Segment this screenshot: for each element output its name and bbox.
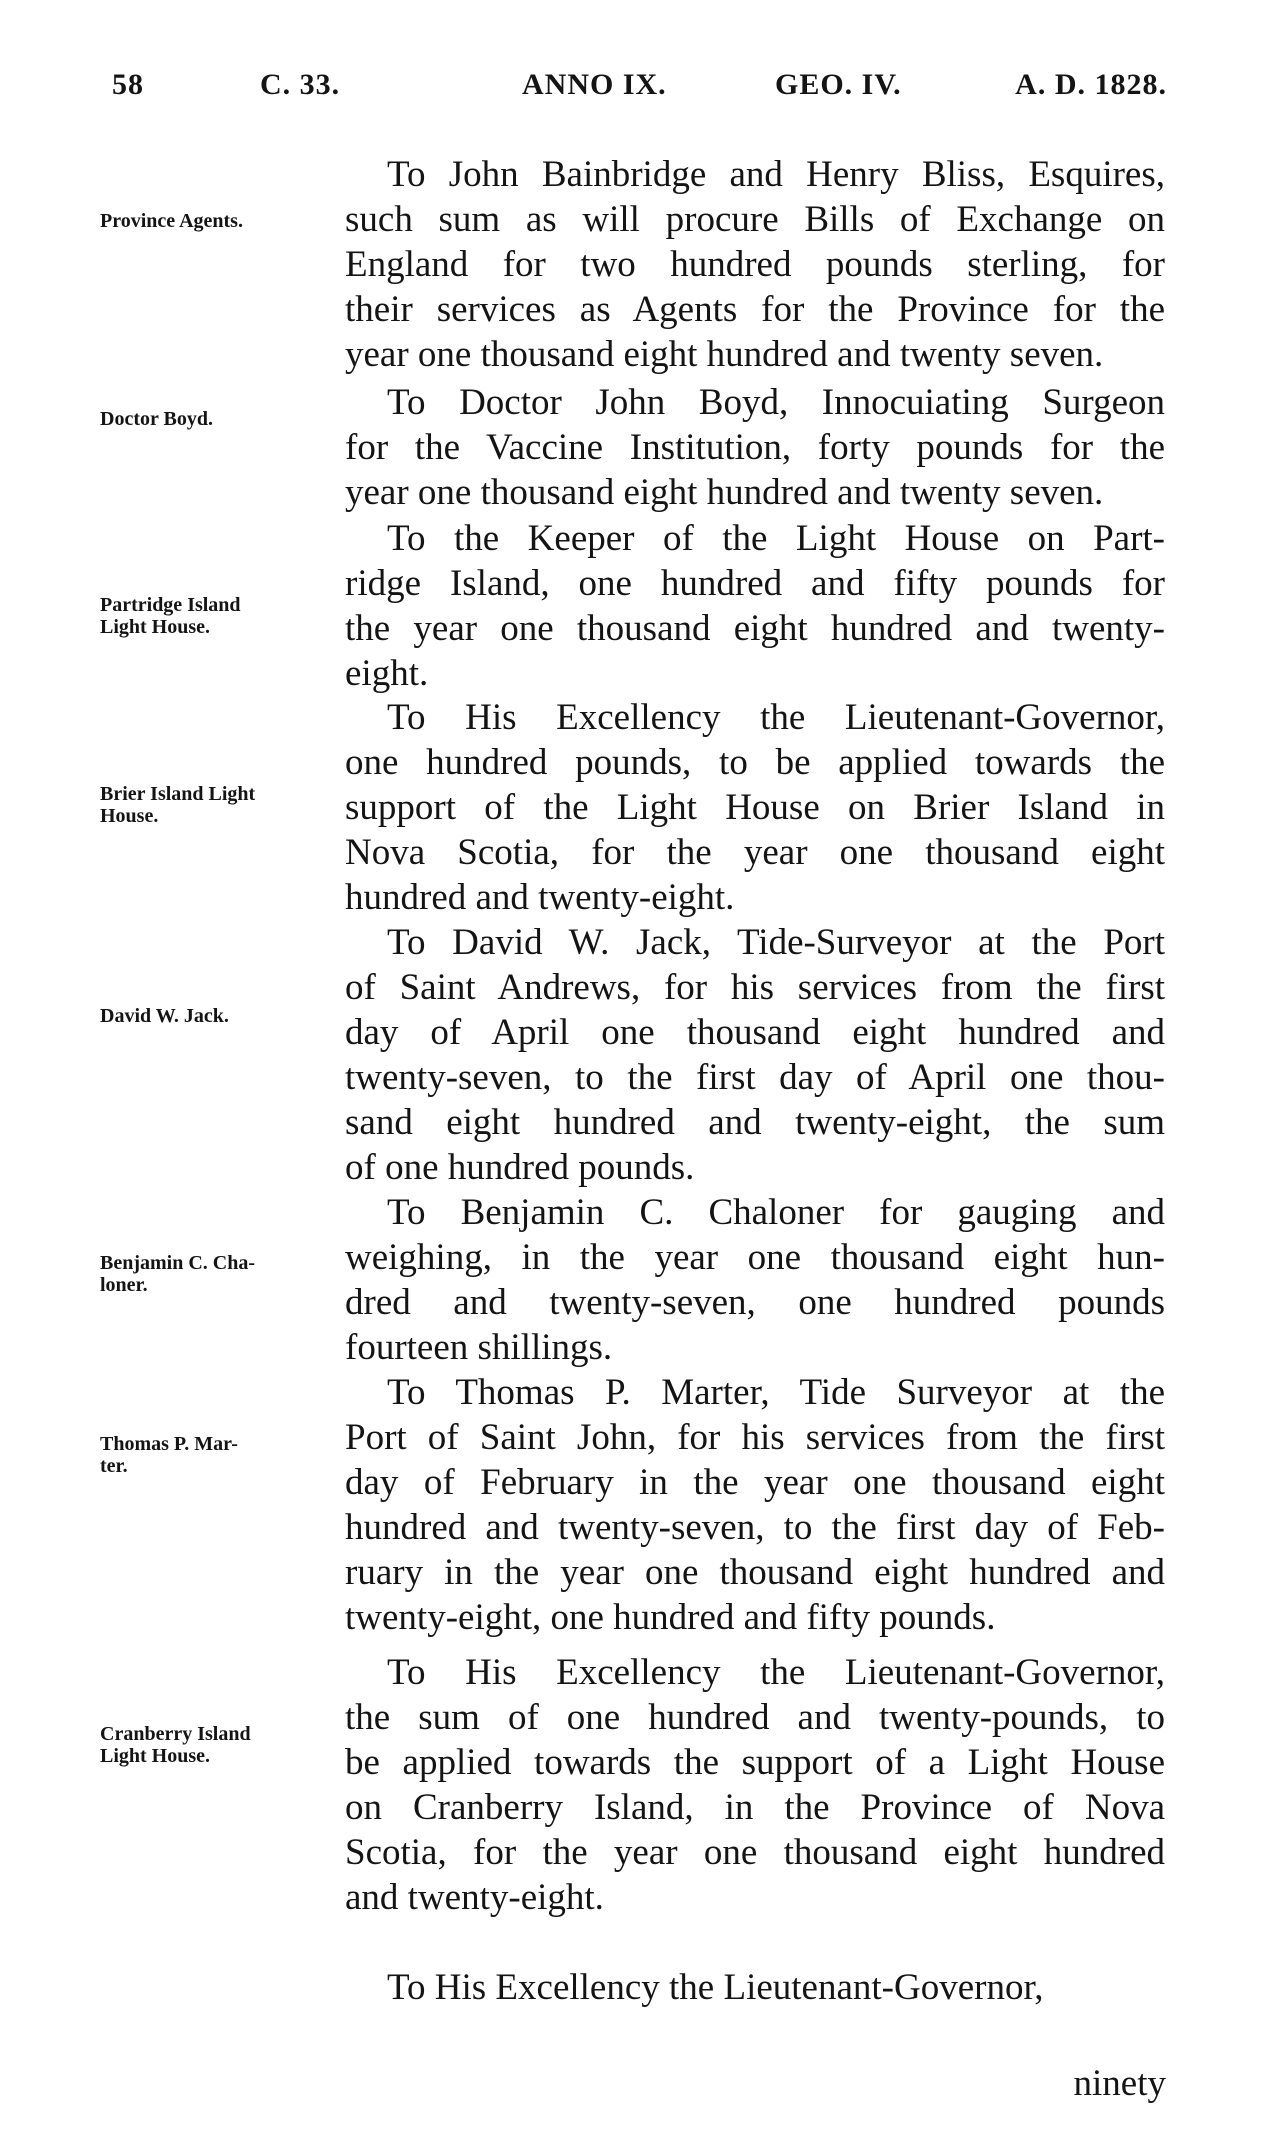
text-line: Scotia, for the year one thousand eight hundred (345, 1832, 1165, 1873)
text-line: year one thousand eight hundred and twenty seven. (345, 334, 1104, 375)
text-line: Nova Scotia, for the year one thousand eight (345, 832, 1165, 873)
text-line: their services as Agents for the Province for the (345, 289, 1165, 330)
text-line: weighing, in the year one thousand eight hun- (345, 1237, 1165, 1278)
marginal-note-line: Benjamin C. Cha- (100, 1252, 256, 1274)
text-line: To Benjamin C. Chaloner for gauging and (387, 1192, 1165, 1233)
text-line: ruary in the year one thousand eight hundred and (345, 1552, 1165, 1593)
text-line: eight. (345, 653, 429, 694)
text-line: day of April one thousand eight hundred and (345, 1012, 1165, 1053)
text-line: one hundred pounds, to be applied towards the (345, 742, 1165, 783)
text-line: ridge Island, one hundred and fifty pounds for (345, 563, 1165, 604)
marginal-note-line: Partridge Island (100, 594, 241, 616)
appropriation-paragraph (345, 380, 1165, 515)
marginal-note-line: ter. (100, 1455, 128, 1477)
text-line: support of the Light House on Brier Island in (345, 787, 1165, 828)
appropriation-paragraph (345, 1190, 1165, 1370)
text-line: such sum as will procure Bills of Exchange on (345, 199, 1165, 240)
text-line: sand eight hundred and twenty-eight, the sum (345, 1102, 1165, 1143)
marginal-note-line: Thomas P. Mar- (100, 1433, 238, 1455)
appropriation-paragraph (345, 695, 1165, 920)
marginal-note (100, 408, 332, 430)
text-line: the year one thousand eight hundred and twenty- (345, 608, 1165, 649)
marginal-note-line: Light House. (100, 1745, 211, 1767)
text-line: twenty-eight, one hundred and fifty pounds. (345, 1597, 996, 1638)
text-line: dred and twenty-seven, one hundred pounds (345, 1282, 1165, 1323)
text-line: twenty-seven, to the first day of April one thou- (345, 1057, 1165, 1098)
marginal-note (100, 210, 332, 232)
text-line: To the Keeper of the Light House on Part- (387, 518, 1165, 559)
marginal-note (100, 783, 332, 827)
text-line: day of February in the year one thousand eight (345, 1462, 1165, 1503)
text-line: To His Excellency the Lieutenant-Governor, (387, 1967, 1044, 2008)
appropriation-paragraph (345, 1370, 1165, 1640)
calendar-year: A. D. 1828. (1015, 68, 1167, 101)
appropriation-paragraph (345, 1650, 1165, 1920)
text-line: of one hundred pounds. (345, 1147, 695, 1188)
catchword: ninety (1073, 2063, 1166, 2104)
text-line: To David W. Jack, Tide-Surveyor at the Port (387, 922, 1165, 963)
text-line: for the Vaccine Institution, forty pounds for the (345, 427, 1165, 468)
text-line: England for two hundred pounds sterling, for (345, 244, 1165, 285)
text-line: year one thousand eight hundred and twenty seven. (345, 472, 1104, 513)
appropriation-paragraph (345, 516, 1165, 696)
text-line: on Cranberry Island, in the Province of Nova (345, 1787, 1165, 1828)
text-line: hundred and twenty-seven, to the first day of Feb- (345, 1507, 1165, 1548)
reign: GEO. IV. (775, 68, 902, 101)
marginal-note (100, 1723, 332, 1767)
text-line: To His Excellency the Lieutenant-Governor, (387, 1652, 1165, 1693)
text-line: hundred and twenty-eight. (345, 877, 735, 918)
page-number: 58 (112, 68, 144, 101)
marginal-note-line: Doctor Boyd. (100, 408, 213, 430)
text-line: To Doctor John Boyd, Innocuiating Surgeon (387, 382, 1165, 423)
regnal-year: ANNO IX. (522, 68, 667, 101)
text-line: To Thomas P. Marter, Tide Surveyor at the (387, 1372, 1165, 1413)
appropriation-paragraph (345, 152, 1165, 377)
text-line: To His Excellency the Lieutenant-Governor, (387, 697, 1165, 738)
text-line: Port of Saint John, for his services from the first (345, 1417, 1165, 1458)
appropriation-paragraph (345, 1965, 1165, 2010)
marginal-note (100, 594, 332, 638)
appropriation-paragraph (345, 920, 1165, 1190)
marginal-note (100, 1005, 332, 1027)
marginal-note-line: David W. Jack. (100, 1005, 229, 1027)
marginal-note-line: Cranberry Island (100, 1723, 251, 1745)
marginal-note (100, 1252, 332, 1296)
text-line: and twenty-eight. (345, 1877, 604, 1918)
running-header (112, 68, 1167, 112)
marginal-note-line: loner. (100, 1274, 148, 1296)
marginal-note-line: Light House. (100, 616, 211, 638)
marginal-note-line: Brier Island Light (100, 783, 256, 805)
text-line: To John Bainbridge and Henry Bliss, Esquires, (387, 154, 1165, 195)
marginal-note (100, 1433, 332, 1477)
marginal-note-line: House. (100, 805, 159, 827)
text-line: fourteen shillings. (345, 1327, 613, 1368)
text-line: be applied towards the support of a Light House (345, 1742, 1165, 1783)
text-line: the sum of one hundred and twenty-pounds, to (345, 1697, 1165, 1738)
text-line: of Saint Andrews, for his services from the first (345, 967, 1165, 1008)
marginal-note-line: Province Agents. (100, 210, 243, 232)
chapter-number: C. 33. (260, 68, 341, 101)
